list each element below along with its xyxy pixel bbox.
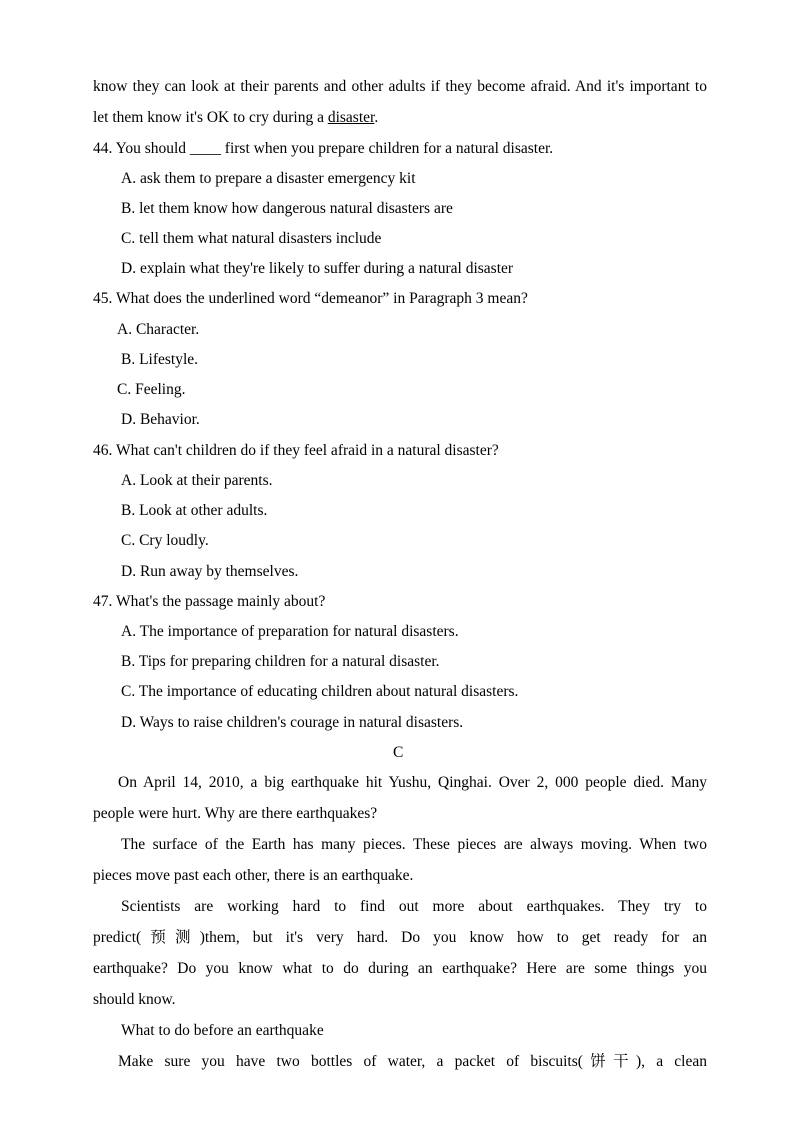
passage-line: should know. xyxy=(93,991,176,1008)
question-option: B. Tips for preparing children for a natural disaster. xyxy=(121,653,440,670)
question-option: D. Behavior. xyxy=(121,411,200,428)
passage-line: Scientists are working hard to find out more about earthquakes. They try to xyxy=(121,898,707,915)
passage-line: predict(预测)them, but it's very hard. Do you know how to get ready for an xyxy=(93,929,707,946)
passage-text: . xyxy=(374,109,379,126)
passage-line: On April 14, 2010, a big earthquake hit Yushu, Qinghai. Over 2, 000 people died. Many xyxy=(118,774,707,791)
underlined-word: disaster xyxy=(327,109,375,126)
section-heading: C xyxy=(393,744,404,761)
question-option: C. Cry loudly. xyxy=(121,532,209,549)
subheading: What to do before an earthquake xyxy=(121,1022,324,1039)
passage-line: Make sure you have two bottles of water, a packet of biscuits(饼干), a clean xyxy=(118,1053,707,1070)
question-stem: 46. What can't children do if they feel afraid in a natural disaster? xyxy=(93,442,499,459)
passage-line: know they can look at their parents and other adults if they become afraid. And it's important to xyxy=(93,78,707,95)
question-option: A. Look at their parents. xyxy=(121,472,273,489)
question-option: D. explain what they're likely to suffer during a natural disaster xyxy=(121,260,514,277)
question-stem: 47. What's the passage mainly about? xyxy=(93,593,326,610)
question-option: A. ask them to prepare a disaster emergency kit xyxy=(121,170,416,187)
question-option: C. Feeling. xyxy=(117,381,186,398)
passage-line: people were hurt. Why are there earthquakes? xyxy=(93,805,378,822)
question-option: C. The importance of educating children about natural disasters. xyxy=(121,683,519,700)
question-option: C. tell them what natural disasters include xyxy=(121,230,382,247)
question-option: A. The importance of preparation for natural disasters. xyxy=(121,623,459,640)
question-option: D. Run away by themselves. xyxy=(121,563,299,580)
passage-line: earthquake? Do you know what to do during an earthquake? Here are some things you xyxy=(93,960,707,977)
passage-line: The surface of the Earth has many pieces. These pieces are always moving. When two xyxy=(121,836,707,853)
passage-text: let them know it's OK to cry during a xyxy=(93,109,328,126)
question-option: B. Look at other adults. xyxy=(121,502,268,519)
question-option: B. Lifestyle. xyxy=(121,351,199,368)
question-stem: 45. What does the underlined word “demeanor” in Paragraph 3 mean? xyxy=(93,290,528,307)
question-option: A. Character. xyxy=(117,321,200,338)
question-stem: 44. You should ____ first when you prepare children for a natural disaster. xyxy=(93,140,554,157)
question-option: B. let them know how dangerous natural disasters are xyxy=(121,200,453,217)
passage-line: pieces move past each other, there is an earthquake. xyxy=(93,867,414,884)
passage-line xyxy=(93,108,378,128)
question-option: D. Ways to raise children's courage in natural disasters. xyxy=(121,714,464,731)
